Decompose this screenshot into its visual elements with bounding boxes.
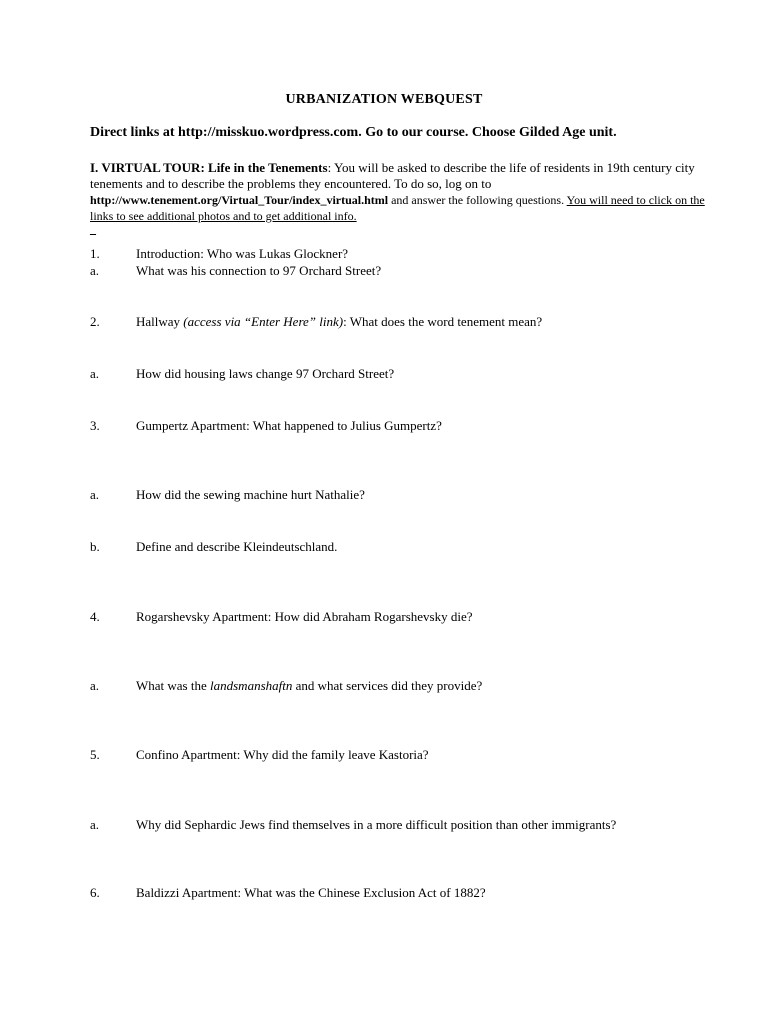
question-number: 2. [90,314,100,329]
question-text-post: : What does the word tenement mean? [343,314,543,329]
question-number: a. [90,366,100,381]
question-text: How did housing laws change 97 Orchard Street? [136,366,395,381]
question-number: 4. [90,609,100,624]
question-text: Define and describe Kleindeutschland. [136,539,338,554]
question-text: Baldizzi Apartment: What was the Chinese Exclusion Act of 1882? [136,885,486,900]
question-number: a. [90,487,100,502]
question-text [136,678,482,694]
section-heading: I. VIRTUAL TOUR: Life in the Tenements [90,160,328,175]
question-text-italic: landsmanshaftn [210,678,293,693]
question-number: 3. [90,418,100,433]
direct-links-line: Direct links at http://misskuo.wordpress.com. Go to our course. Choose Gilded Age unit. [90,125,617,140]
section-underlined-note: You will need to click on the links to see additional photos and to get additional info. [90,193,705,223]
question-text-italic: (access via “Enter Here” link) [183,314,344,329]
question-text: Gumpertz Apartment: What happened to Julius Gumpertz? [136,418,442,433]
question-number: 5. [90,747,100,762]
page-title: URBANIZATION WEBQUEST [285,92,483,107]
question-number: a. [90,678,100,693]
question-text: How did the sewing machine hurt Nathalie? [136,487,365,502]
section-intro [90,160,730,224]
question-text [136,314,542,330]
question-text: Rogarshevsky Apartment: How did Abraham Rogarshevsky die? [136,609,473,624]
question-number: 6. [90,885,100,900]
question-number: b. [90,539,100,554]
question-number: a. [90,263,100,278]
question-text-post: and what services did they provide? [292,678,483,693]
question-text: Introduction: Who was Lukas Glockner? [136,246,349,261]
question-number: a. [90,817,100,832]
section-text-1: : You will be asked to describe the life of residents in 19th century city tenements and to describe the problems they encountered. To do so, log on to [90,160,695,191]
section-text-2: and answer the following questions. [388,193,567,207]
question-text-pre: What was the [136,678,211,693]
question-text: Why did Sephardic Jews find themselves in a more difficult position than other immigrants? [136,817,617,832]
question-text-pre: Hallway [136,314,184,329]
question-text: Confino Apartment: Why did the family leave Kastoria? [136,747,429,762]
stray-underscore: _ [90,222,96,236]
question-text: What was his connection to 97 Orchard Street? [136,263,382,278]
question-number: 1. [90,246,100,261]
tour-url: http://www.tenement.org/Virtual_Tour/index_virtual.html [90,193,389,207]
